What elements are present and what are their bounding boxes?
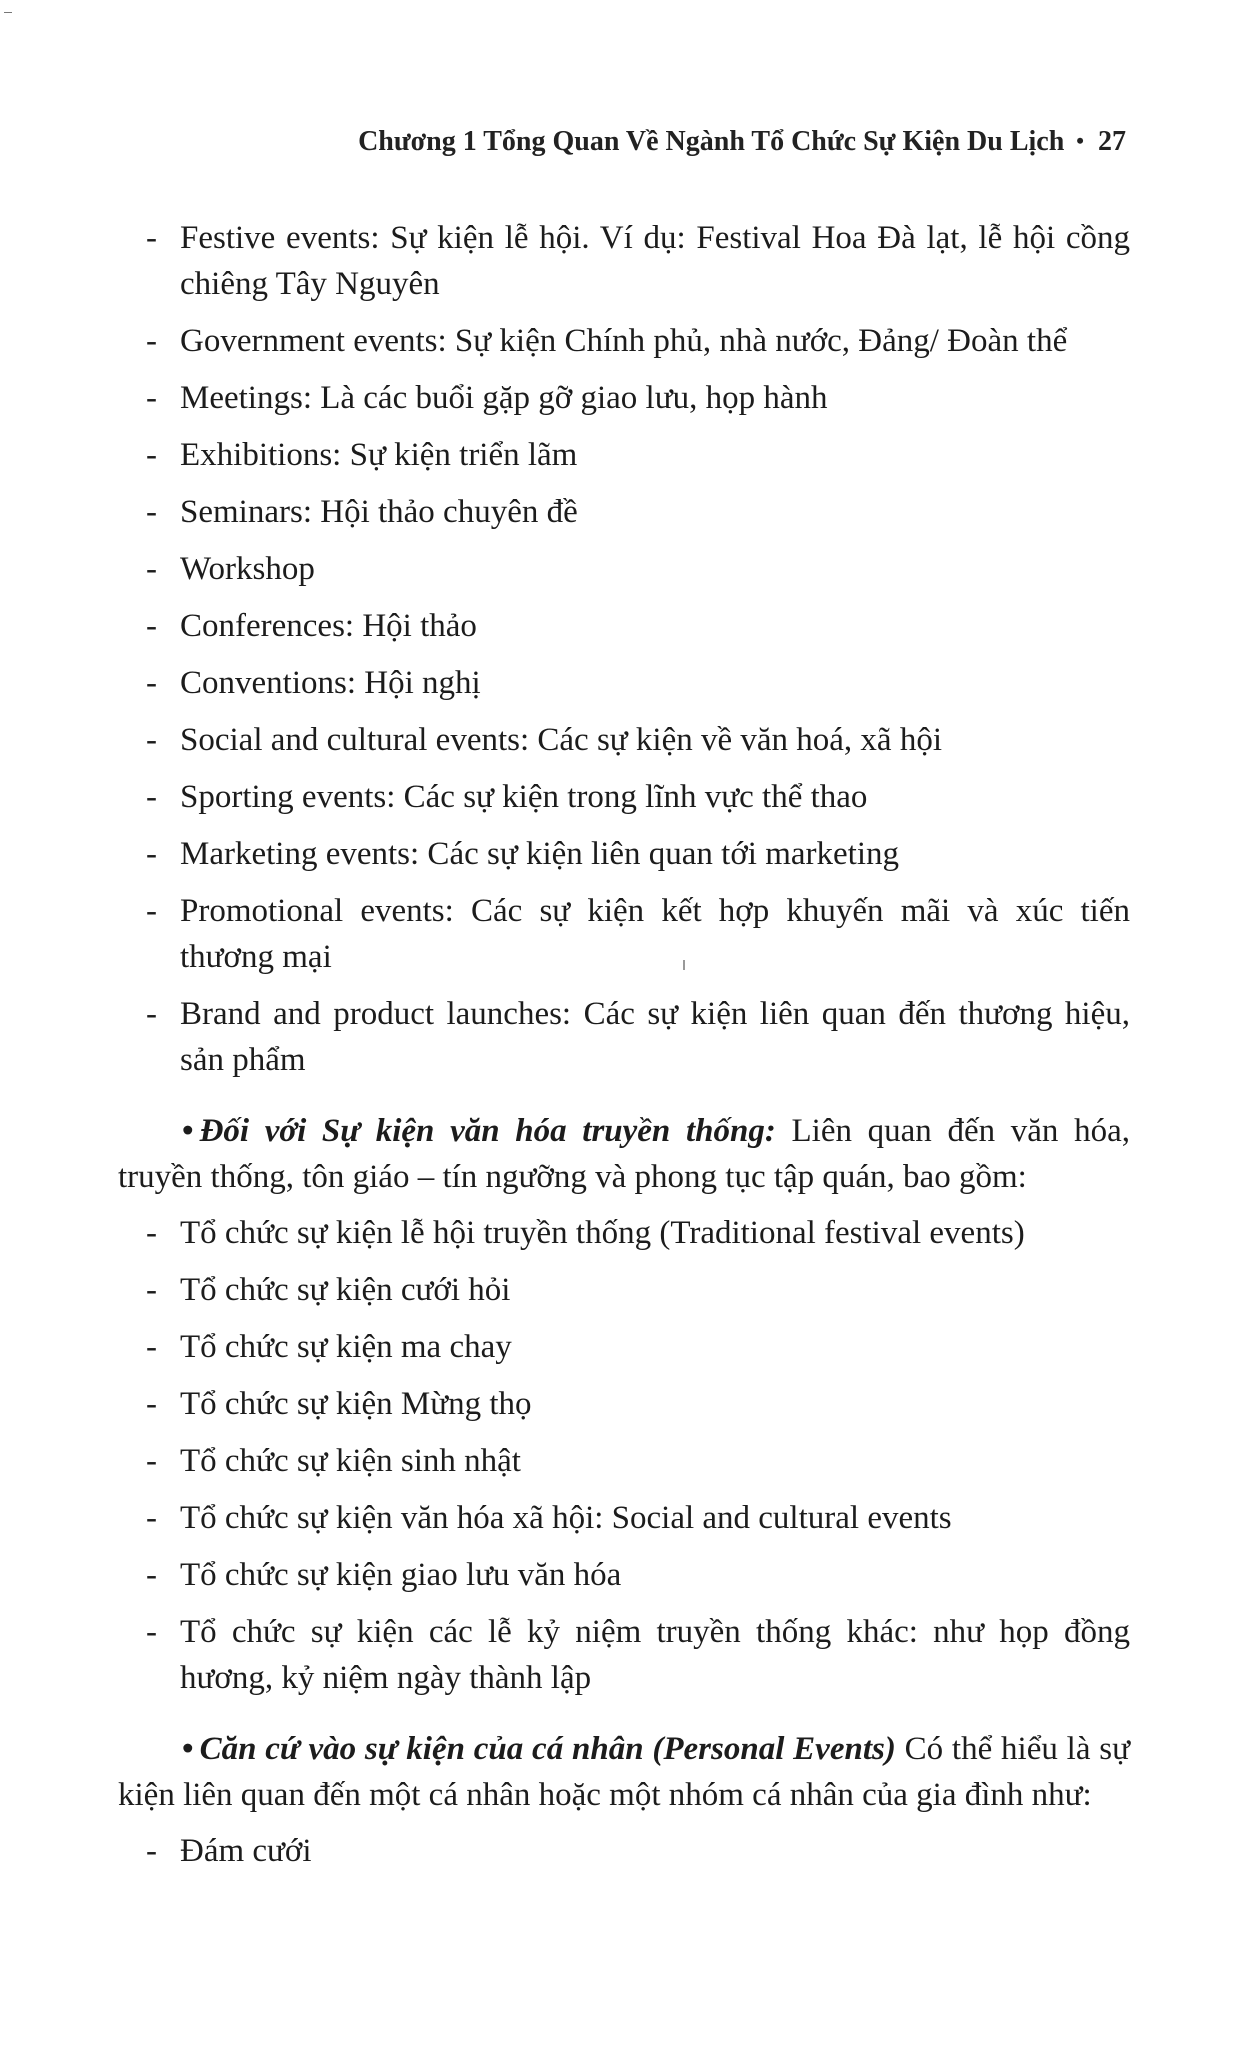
list-item	[118, 603, 1130, 649]
list-dash: -	[146, 722, 157, 758]
running-head	[340, 126, 1126, 158]
list-item	[118, 375, 1130, 421]
list-item-text: Tổ chức sự kiện lễ hội truyền thống (Traditional festival events)	[180, 1215, 1025, 1251]
list-item-text: Tổ chức sự kiện văn hóa xã hội: Social and cultural events	[180, 1500, 952, 1536]
list-dash: -	[146, 437, 157, 473]
list-dash: -	[146, 893, 157, 929]
list-item	[118, 1552, 1130, 1598]
list-dash: -	[146, 779, 157, 815]
list-item-text: Tổ chức sự kiện ma chay	[180, 1329, 512, 1365]
list-dash: -	[146, 1557, 157, 1593]
list-item-text: Meetings: Là các buổi gặp gỡ giao lưu, họp hành	[180, 380, 828, 416]
paragraph-lead: Đối với Sự kiện văn hóa truyền thống:	[199, 1113, 776, 1149]
list-item-text: Marketing events: Các sự kiện liên quan tới marketing	[180, 836, 899, 872]
list-item	[118, 1381, 1130, 1427]
list-item-text: Exhibitions: Sự kiện triển lãm	[180, 437, 578, 473]
list-item	[118, 717, 1130, 763]
chapter-title: Chương 1 Tổng Quan Về Ngành Tổ Chức Sự Kiện Du Lịch	[358, 126, 1065, 157]
list-dash: -	[146, 1443, 157, 1479]
list-item	[118, 831, 1130, 877]
header-separator: •	[1076, 128, 1084, 153]
paragraph-text: Có thể hiểu là sự kiện liên quan đến một cá nhân hoặc một nhóm cá nhân của gia đình như:	[118, 1731, 1131, 1813]
list-item-text: Festive events: Sự kiện lễ hội. Ví dụ: Festival Hoa Đà lạt, lễ hội cồng chiêng Tây Nguyên	[180, 220, 1130, 302]
list-dash: -	[146, 1272, 157, 1308]
list-item-text: Social and cultural events: Các sự kiện về văn hoá, xã hội	[180, 722, 942, 758]
list-dash: -	[146, 323, 157, 359]
list-item-text: Tổ chức sự kiện cưới hỏi	[180, 1272, 511, 1308]
paragraph-bullet: •	[182, 1731, 194, 1767]
list-item-text: Đám cưới	[180, 1833, 312, 1869]
page-body	[118, 215, 1130, 1885]
list-item	[118, 888, 1130, 980]
list-item	[118, 1210, 1130, 1256]
scan-mark	[4, 12, 12, 13]
list-item	[118, 1438, 1130, 1484]
list-item-text: Government events: Sự kiện Chính phủ, nhà nước, Đảng/ Đoàn thể	[180, 323, 1068, 359]
list-item-text: Tổ chức sự kiện các lễ kỷ niệm truyền thống khác: như họp đồng hương, kỷ niệm ngày thành lập	[180, 1614, 1130, 1696]
personal-events-paragraph	[118, 1726, 1130, 1818]
event-type-list	[118, 215, 1130, 1083]
paragraph-bullet: •	[182, 1113, 194, 1149]
list-item-text: Seminars: Hội thảo chuyên đề	[180, 494, 578, 530]
list-item-text: Tổ chức sự kiện giao lưu văn hóa	[180, 1557, 622, 1593]
list-item	[118, 660, 1130, 706]
list-dash: -	[146, 494, 157, 530]
list-item	[118, 318, 1130, 364]
list-item-text: Workshop	[180, 551, 315, 587]
list-item	[118, 774, 1130, 820]
list-item	[118, 1495, 1130, 1541]
list-item	[118, 1324, 1130, 1370]
paragraph-text: Liên quan đến văn hóa, truyền thống, tôn giáo – tín ngưỡng và phong tục tập quán, bao gồm:	[118, 1113, 1131, 1195]
traditional-events-paragraph	[118, 1108, 1130, 1200]
list-item	[118, 1609, 1130, 1701]
list-dash: -	[146, 1215, 157, 1251]
list-dash: -	[146, 220, 157, 256]
list-dash: -	[146, 1833, 157, 1869]
list-dash: -	[146, 996, 157, 1032]
list-dash: -	[146, 1329, 157, 1365]
list-dash: -	[146, 836, 157, 872]
paragraph-lead: Căn cứ vào sự kiện của cá nhân (Personal Events)	[199, 1731, 896, 1767]
list-item-text: Conferences: Hội thảo	[180, 608, 477, 644]
list-item-text: Brand and product launches: Các sự kiện liên quan đến thương hiệu, sản phẩm	[180, 996, 1130, 1078]
list-dash: -	[146, 665, 157, 701]
traditional-events-list	[118, 1210, 1130, 1701]
list-dash: -	[146, 380, 157, 416]
list-item	[118, 1828, 1130, 1874]
list-item	[118, 432, 1130, 478]
list-item	[118, 991, 1130, 1083]
list-item-text: Conventions: Hội nghị	[180, 665, 481, 701]
list-item	[118, 489, 1130, 535]
list-dash: -	[146, 1500, 157, 1536]
list-item-text: Promotional events: Các sự kiện kết hợp khuyến mãi và xúc tiến thương mại	[180, 893, 1130, 975]
list-item-text: Tổ chức sự kiện Mừng thọ	[180, 1386, 532, 1422]
list-item	[118, 215, 1130, 307]
list-dash: -	[146, 1614, 157, 1650]
personal-events-list	[118, 1828, 1130, 1874]
page-number: 27	[1098, 126, 1126, 157]
list-item-text: Sporting events: Các sự kiện trong lĩnh vực thể thao	[180, 779, 868, 815]
list-dash: -	[146, 551, 157, 587]
list-item	[118, 546, 1130, 592]
list-item	[118, 1267, 1130, 1313]
scan-speck	[683, 960, 685, 970]
list-dash: -	[146, 608, 157, 644]
list-item-text: Tổ chức sự kiện sinh nhật	[180, 1443, 521, 1479]
list-dash: -	[146, 1386, 157, 1422]
